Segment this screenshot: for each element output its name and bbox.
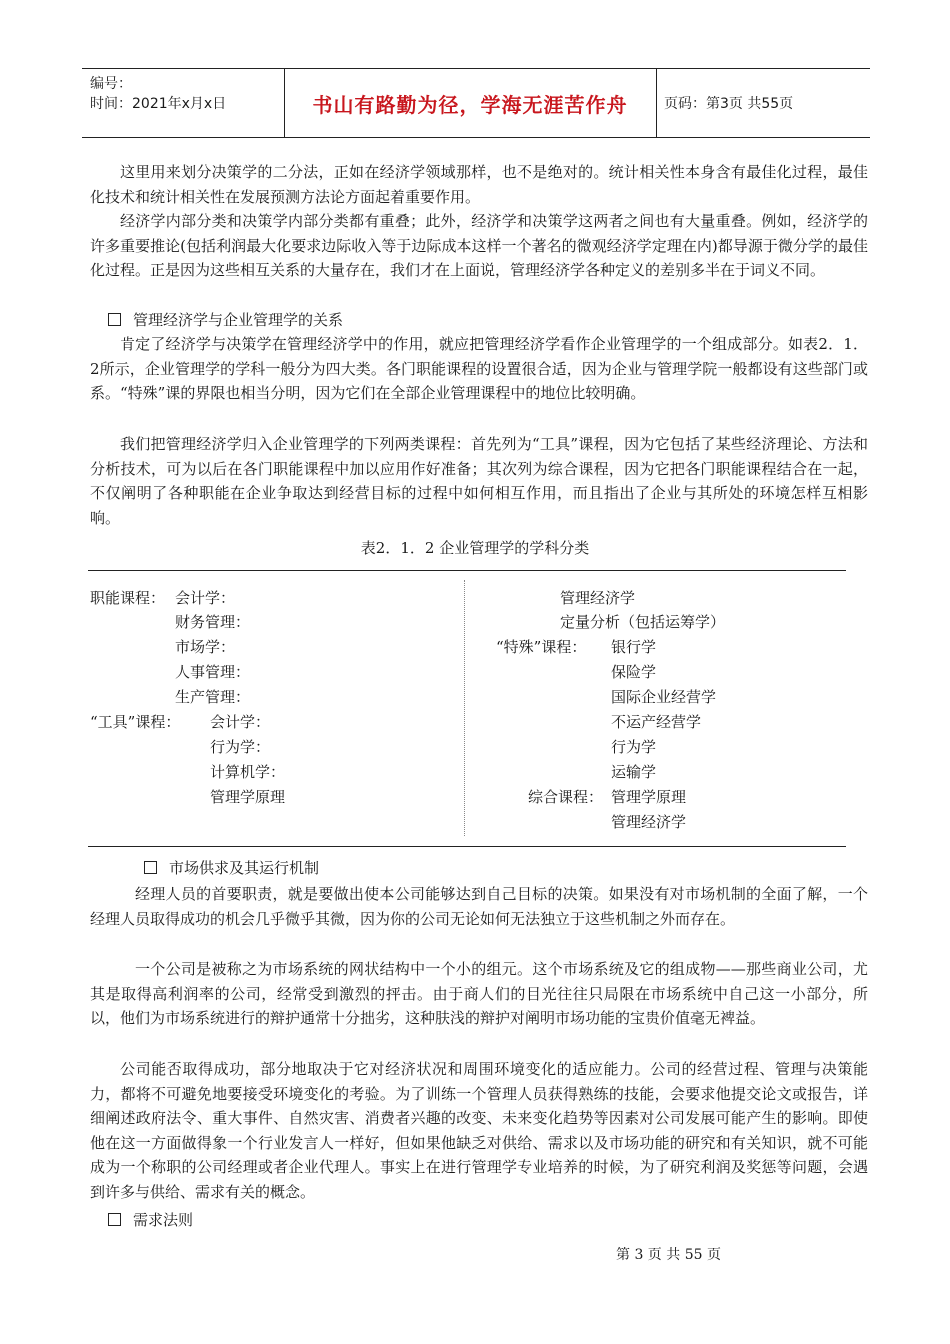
table-cell: 管理经济学 [560,589,636,607]
section-heading: 市场供求及其运行机制 [144,856,319,881]
checkbox-square-icon [108,313,121,326]
header-motto: 书山有路勤为径，学海无涯苦作舟 [312,92,628,117]
integrated-courses-label: 综合课程： [528,788,604,806]
table-cell: 管理经济学 [611,813,687,831]
section-heading: 需求法则 [108,1208,193,1233]
table-cell: 国际企业经营学 [611,688,717,706]
table-cell: 计算机学： [210,763,286,781]
document-number: 编号： [90,76,132,92]
header-meta [82,69,285,137]
tool-courses-label: “工具”课程： [90,713,181,731]
header-motto-cell [284,69,657,137]
table-top-rule [88,570,846,571]
paragraph: 公司能否取得成功，部分地取决于它对经济状况和周围环境变化的适应能力。公司的经营过程、管理与决策能力，都将不可避免地要接受环境变化的考验。为了训练一个管理人员获得熟练的技能，会要求他提交论文或报告，详细阐述政府法令、重大事件、自然灾害、消费者兴趣的改变、未来变化趋势等因素对公司发展可能产生的影响。即使他在这一方面做得象一个行业发言人一样好，但如果他缺乏对供给、需求以及市场功能的研究和有关知识，就不可能成为一个称职的公司经理或者企业代理人。事实上在进行管理学专业培养的时候，为了研究利润及奖惩等问题，会遇到许多与供给、需求有关的概念。 [90,1060,868,1201]
special-courses-label: “特殊”课程： [496,638,587,656]
table-column-divider [464,580,465,836]
paragraph: 我们把管理经济学归入企业管理学的下列两类课程：首先列为“工具”课程，因为它包括了某些经济理论、方法和分析技术，可为以后在各门职能课程中加以应用作好准备；其次列为综合课程，因为它把各门职能课程结合在一起，不仅阐明了各种职能在企业争取达到经营目标的过程中如何相互作用，而且指出了企业与其所处的环境怎样互相影响。 [90,435,868,527]
paragraph: 经济学内部分类和决策学内部分类都有重叠；此外，经济学和决策学这两者之间也有大量重叠。例如，经济学的许多重要推论(包括利润最大化要求边际收入等于边际成本这样一个著名的微观经济学定理在内)都导源于微分学的最佳化过程。正是因为这些相互关系的大量存在，我们才在上面说，管理经济学各种定义的差别多半在于词义不同。 [90,212,868,280]
page-counter: 页码：第3页 共55页 [664,96,794,112]
table-cell: 会计学： [210,713,271,731]
paragraph: 这里用来划分决策学的二分法，正如在经济学领域那样，也不是绝对的。统计相关性本身含有最佳化过程，最佳化技术和统计相关性在发展预测方法论方面起着重要作用。 [90,163,868,206]
checkbox-square-icon [108,1213,121,1226]
table-cell: 生产管理： [175,688,251,706]
table-cell: 会计学： [175,589,236,607]
table-cell: 行为学： [210,738,271,756]
table-cell: 管理学原理 [611,788,687,806]
table-cell: 财务管理： [175,613,251,631]
table-bottom-rule [88,846,846,847]
footer-page-number: 第 3 页 共 55 页 [616,1247,721,1263]
functional-courses-label: 职能课程： [90,589,166,607]
document-date: 时间：2021年x月x日 [90,96,227,112]
paragraph: 一个公司是被称之为市场系统的网状结构中一个小的组元。这个市场系统及它的组成物——那些商业公司，尤其是取得高利润率的公司，经常受到激烈的抨击。由于商人们的目光往往只局限在市场系统中自己这一小部分，所以，他们为市场系统进行的辩护通常十分拙劣，这种肤浅的辩护对阐明市场功能的宝贵价值毫无裨益。 [90,960,868,1028]
table-cell: 市场学： [175,638,236,656]
table-cell: 管理学原理 [210,788,286,806]
section-heading: 管理经济学与企业管理学的关系 [108,308,343,333]
table-cell: 银行学 [611,638,657,656]
table-cell: 运输学 [611,763,657,781]
table-cell: 定量分析（包括运筹学） [560,613,726,631]
table-cell: 保险学 [611,663,657,681]
table-cell: 人事管理： [175,663,251,681]
paragraph: 经理人员的首要职责，就是要做出使本公司能够达到自己目标的决策。如果没有对市场机制的全面了解，一个经理人员取得成功的机会几乎微乎其微，因为你的公司无论如何无法独立于这些机制之外而存在。 [90,885,868,928]
paragraph: 肯定了经济学与决策学在管理经济学中的作用，就应把管理经济学看作企业管理学的一个组成部分。如表2．1．2所示，企业管理学的学科一般分为四大类。各门职能课程的设置很合适，因为企业与管理学院一般都设有这些部门或系。“特殊”课的界限也相当分明，因为它们在全部企业管理课程中的地位比较明确。 [90,335,868,403]
table-caption: 表2．1．2 企业管理学的学科分类 [360,539,590,557]
table-cell: 行为学 [611,738,657,756]
table-cell: 不运产经营学 [611,713,702,731]
checkbox-square-icon [144,861,157,874]
page-header [82,68,870,138]
